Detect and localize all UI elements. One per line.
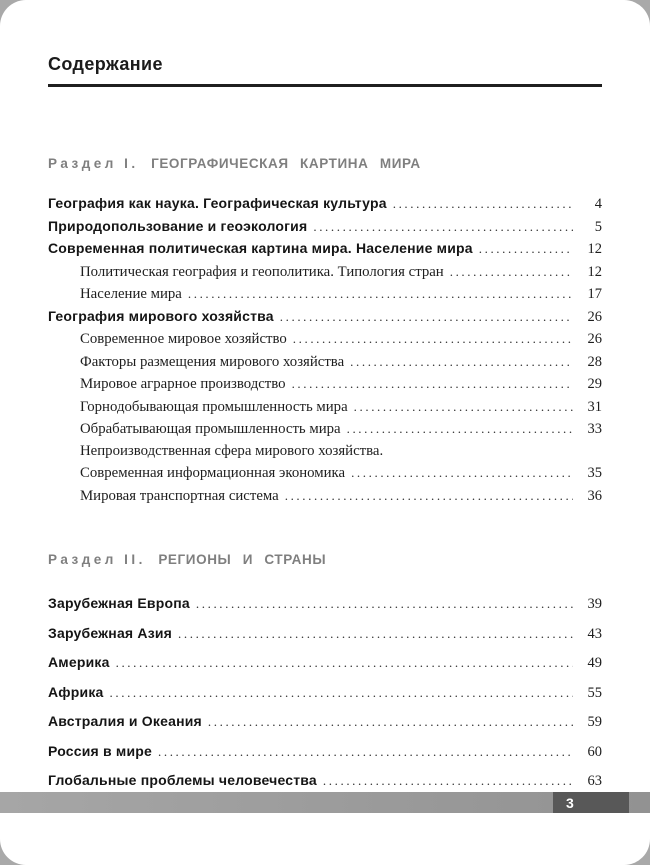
toc-entry-title: Обрабатывающая промышленность мира <box>80 421 341 437</box>
toc-entry-title: Факторы размещения мирового хозяйства <box>80 353 345 370</box>
toc-entry <box>48 441 602 463</box>
dot-leader <box>354 396 573 418</box>
toc-section-1 <box>48 193 602 507</box>
toc-entry <box>48 396 602 419</box>
toc-entry-title: Мировая транспортная система <box>80 487 279 504</box>
toc-entry-page: 5 <box>594 218 602 235</box>
section-1-label: Раздел I. <box>48 156 139 171</box>
toc-entry-title: Непроизводственная сфера мирового хозяйства. <box>80 442 384 459</box>
toc-entry-title: Современная политическая картина мира. Население мира <box>48 240 473 256</box>
toc-entry-page: 55 <box>587 684 602 701</box>
toc-entry <box>48 418 602 441</box>
toc-entry <box>48 462 602 485</box>
toc-entry-page: 35 <box>587 465 602 481</box>
toc-entry-title: Африка <box>48 683 104 700</box>
toc-entry-title: Природопользование и геоэкология <box>48 217 308 234</box>
dot-leader <box>178 619 573 649</box>
dot-leader <box>450 261 573 283</box>
toc-entry-page: 12 <box>587 263 602 280</box>
dot-leader <box>351 462 573 484</box>
toc-entry <box>48 283 602 306</box>
toc-entry <box>48 216 602 239</box>
toc-entry-title: Зарубежная Азия <box>48 624 173 641</box>
dot-leader <box>293 328 573 350</box>
toc-entry-title: Россия в мире <box>48 742 152 759</box>
toc-entry-title: Современное мировое хозяйство <box>80 331 287 347</box>
toc-entry-title: Современная информационная экономика <box>80 465 346 481</box>
toc-entry-page: 36 <box>587 487 602 504</box>
dot-leader <box>158 737 573 767</box>
dot-leader <box>313 216 573 238</box>
section-2-heading: РЕГИОНЫ И СТРАНЫ <box>158 552 327 567</box>
dot-leader <box>393 193 573 215</box>
toc-entry-page: 63 <box>587 773 602 789</box>
toc-entry <box>48 373 602 396</box>
dot-leader <box>292 373 573 395</box>
toc-entry-title: Зарубежная Европа <box>48 595 190 611</box>
dot-leader <box>110 678 573 708</box>
toc-entry-page: 26 <box>587 308 602 325</box>
section-1-heading: ГЕОГРАФИЧЕСКАЯ КАРТИНА МИРА <box>151 156 421 171</box>
dot-leader <box>188 283 573 305</box>
toc-entry <box>48 351 602 374</box>
section-2-header <box>48 551 602 569</box>
toc-entry-title: Мировое аграрное производство <box>80 376 286 392</box>
toc-entry-title: Глобальные проблемы человечества <box>48 772 317 788</box>
toc-entry-page: 33 <box>587 421 602 437</box>
page-title: Содержание <box>48 54 163 74</box>
toc-entry-title: Австралия и Океания <box>48 713 202 729</box>
toc-entry-title: Население мира <box>80 286 182 302</box>
toc-entry-page: 17 <box>587 286 602 302</box>
dot-leader <box>208 707 573 737</box>
toc-entry-title: География мирового хозяйства <box>48 307 274 324</box>
toc-entry-page: 49 <box>587 655 602 671</box>
toc-entry-title: Америка <box>48 654 110 670</box>
toc-entry-title: География как наука. Географическая культура <box>48 195 387 211</box>
toc-entry <box>48 238 602 261</box>
toc-entry <box>48 707 602 737</box>
toc-entry-page: 39 <box>587 596 602 612</box>
dot-leader <box>285 485 573 507</box>
page-number: 3 <box>566 794 574 811</box>
toc-entry <box>48 485 602 508</box>
section-1-header <box>48 155 602 173</box>
toc-entry-page: 43 <box>587 625 602 642</box>
toc-entry-page: 31 <box>587 398 602 415</box>
section-2-label: Раздел II. <box>48 552 146 567</box>
toc-entry-page: 4 <box>594 196 602 212</box>
toc-entry <box>48 619 602 649</box>
dot-leader <box>196 589 573 619</box>
toc-entry <box>48 678 602 708</box>
dot-leader <box>116 648 573 678</box>
dot-leader <box>350 351 573 373</box>
toc-entry-page: 26 <box>587 331 602 347</box>
footer-bar <box>0 792 650 813</box>
toc-entry-page: 12 <box>587 241 602 257</box>
toc-entry-title: Горнодобывающая промышленность мира <box>80 398 348 415</box>
toc-entry <box>48 193 602 216</box>
title-rule <box>48 84 602 87</box>
toc-entry-page: 60 <box>587 743 602 760</box>
toc-entry <box>48 589 602 619</box>
toc-entry <box>48 261 602 284</box>
toc-entry-title: Политическая география и геополитика. Типология стран <box>80 263 444 280</box>
toc-entry-page: 28 <box>587 353 602 370</box>
dot-leader <box>280 306 573 328</box>
toc-entry <box>48 648 602 678</box>
toc-section-2 <box>48 589 602 796</box>
toc-entry <box>48 306 602 329</box>
toc-entry <box>48 328 602 351</box>
toc-entry <box>48 737 602 767</box>
page-number-badge <box>553 792 629 813</box>
dot-leader <box>479 238 573 260</box>
toc-entry-page: 59 <box>587 714 602 730</box>
toc-entry-page: 29 <box>587 376 602 392</box>
dot-leader <box>347 418 573 440</box>
